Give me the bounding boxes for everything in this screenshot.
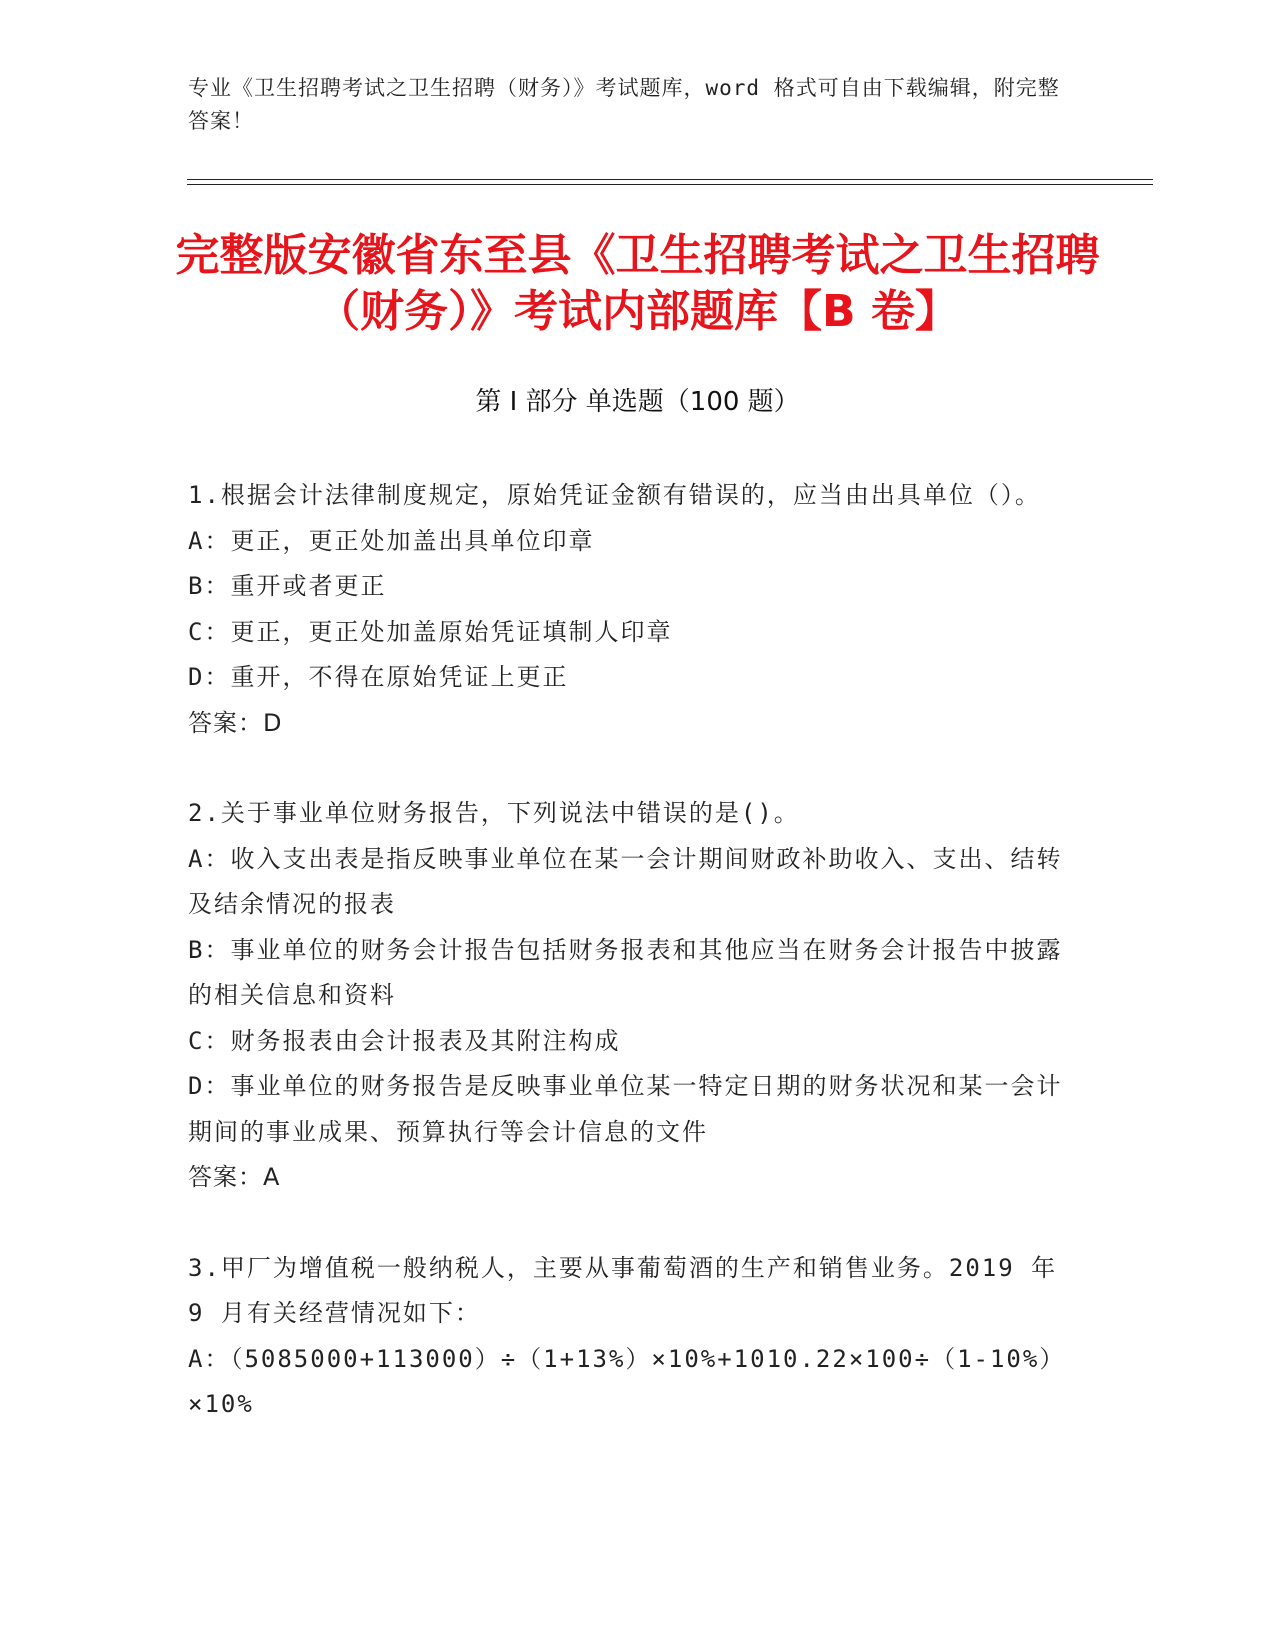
option-d: D：事业单位的财务报告是反映事业单位某一特定日期的财务状况和某一会计期间的事业成果、预算执行等会计信息的文件: [188, 1072, 1063, 1146]
spacer: [188, 1201, 1078, 1246]
option-d: D：重开，不得在原始凭证上更正: [188, 663, 569, 691]
document-title: 完整版安徽省东至县《卫生招聘考试之卫生招聘（财务）》考试内部题库【B 卷】: [175, 230, 1100, 337]
header-rule-bottom: [187, 184, 1153, 185]
option-c: C：更正，更正处加盖原始凭证填制人印章: [188, 617, 673, 646]
header-rule-top: [187, 179, 1153, 180]
question-3: [188, 1246, 1078, 1428]
option-b: B：事业单位的财务会计报告包括财务报表和其他应当在财务会计报告中披露的相关信息和资料: [188, 935, 1063, 1009]
question-2: [188, 791, 1078, 1201]
option-a: A：（5085000+113000）÷（1+13%）×10%+1010.22×100÷（1-10%）×10%: [188, 1344, 1066, 1418]
question-stem: 3.甲厂为增值税一般纳税人，主要从事葡萄酒的生产和销售业务。2019 年 9 月有关经营情况如下：: [188, 1253, 1058, 1327]
answer: 答案：D: [188, 708, 283, 737]
spacer: [188, 746, 1078, 791]
header-note: 专业《卫生招聘考试之卫生招聘（财务）》考试题库，word 格式可自由下载编辑，附完整答案！: [188, 76, 1060, 133]
question-list: [188, 473, 1078, 1428]
section-title: 第 I 部分 单选题（100 题）: [475, 387, 800, 417]
option-c: C：财务报表由会计报表及其附注构成: [188, 1026, 621, 1055]
option-a: A：收入支出表是指反映事业单位在某一会计期间财政补助收入、支出、结转及结余情况的报表: [188, 844, 1063, 918]
option-b: B：重开或者更正: [188, 572, 387, 600]
question-1: [188, 473, 1078, 746]
question-stem: 1.根据会计法律制度规定，原始凭证金额有错误的，应当由出具单位（）。: [188, 481, 1041, 509]
question-stem: 2.关于事业单位财务报告，下列说法中错误的是()。: [188, 799, 800, 827]
answer: 答案：A: [188, 1163, 281, 1191]
option-a: A：更正，更正处加盖出具单位印章: [188, 526, 595, 555]
